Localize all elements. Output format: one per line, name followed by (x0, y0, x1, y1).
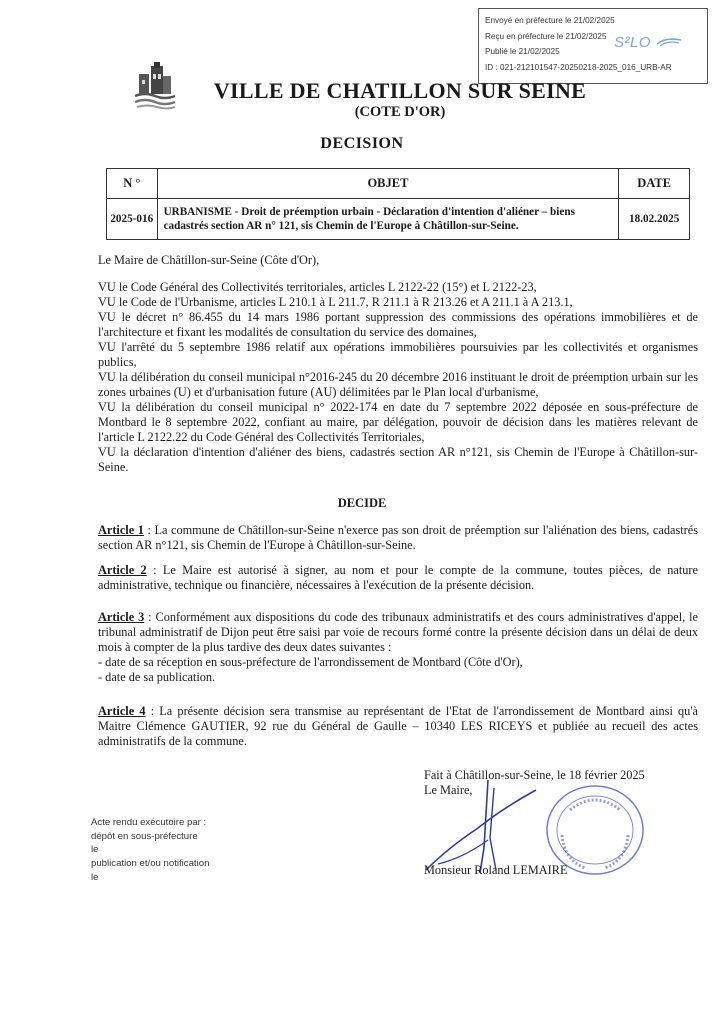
exec-note-line-5: le (91, 871, 99, 883)
exec-note-line-4: publication et/ou notification (91, 858, 210, 870)
town-name: VILLE DE CHATILLON SUR SEINE (213, 78, 587, 103)
slo-logo (614, 34, 682, 51)
stamp-id: ID : 021-212101547-20250218-2025_016_URB-AR (485, 62, 672, 72)
vu-clause-7: VU la déclaration d'intention d'aliéner des biens, cadastrés section AR n°121, sis Chemin de l'Europe à Châtillon-sur-Seine. (98, 445, 698, 474)
article-2-label: Article 2 (98, 563, 147, 577)
slo-swoosh-icon (656, 37, 682, 47)
executory-note (91, 816, 209, 885)
stamp-sent: Envoyé en préfecture le 21/02/2025 (485, 16, 615, 25)
slo-logo-text: S²LO (614, 34, 652, 51)
article-4 (98, 704, 698, 749)
article-1 (98, 523, 698, 553)
object-line-1: URBANISME - Droit de préemption urbain - Déclaration d'intention d'aliéner – biens (163, 206, 575, 218)
town-department: (COTE D'OR) (354, 104, 446, 120)
table-row (107, 199, 690, 240)
vu-clause-2: VU le Code de l'Urbanisme, articles L 210.1 à L 211.7, R 211.1 à R 213.26 et A 211.1 à A 213.1, (98, 295, 573, 309)
article-3-text: : Conformément aux dispositions du code des tribunaux administratifs et des cours administratives d'appel, le tribunal administratif de Dijon peut être saisi par voie de recours formé contre la présente décision dans un délai de deux mois à compter de la plus tardive des deux dates suivantes : (98, 610, 698, 654)
table-header-row (107, 169, 690, 199)
town-crest-icon (133, 60, 177, 110)
stamp-published: Publié le 21/02/2025 (485, 47, 560, 56)
vu-clause-5: VU la délibération du conseil municipal n°2016-245 du 20 décembre 2016 instituant le droit de préemption urbain sur les zones urbaines (U) et d'urbanisation future (AU) délimitées par le Plan local d'urbanisme, (98, 370, 698, 399)
exec-note-line-3: le (91, 844, 99, 856)
col-num-header: N ° (107, 169, 158, 199)
col-date-header: DATE (619, 169, 690, 199)
article-3 (98, 610, 698, 685)
decision-date: 18.02.2025 (619, 199, 690, 240)
exec-note-line-2: dépôt en sous-préfecture (91, 830, 198, 842)
exec-note-line-1: Acte rendu exécutoire par : (91, 817, 207, 828)
signature-place-date: Fait à Châtillon-sur-Seine, le 18 février 2025 (424, 768, 645, 782)
signature-role: Le Maire, (424, 783, 473, 797)
decide-heading: DECIDE (337, 496, 387, 510)
vu-clause-4: VU l'arrêté du 5 septembre 1986 relatif aux opérations immobilières poursuivies par les collectivités et organismes publics, (98, 340, 698, 369)
article-3-label: Article 3 (98, 610, 145, 624)
preamble-intro: Le Maire de Châtillon-sur-Seine (Côte d'Or), (98, 253, 320, 267)
article-1-text: : La commune de Châtillon-sur-Seine n'exerce pas son droit de préemption sur l'aliénation des biens, cadastrés section AR n°121, sis Chemin de l'Europe à Châtillon-sur-Seine. (98, 523, 698, 552)
vu-clause-3: VU le décret n° 86.455 du 14 mars 1986 portant suppression des commissions des opérations immobilières et de l'architecture et fixant les modalités de consultation du service des domaines, (98, 310, 698, 339)
decision-number: 2025-016 (107, 199, 158, 240)
article-4-text: : La présente décision sera transmise au représentant de l'Etat de l'arrondissement de Montbard ainsi qu'à Maitre Clémence GAUTIER, 92 rue du Général de Gaulle – 10340 LES RICEYS et publiée au recueil des actes administratifs de la commune. (98, 704, 699, 748)
vu-clause-1: VU le Code Général des Collectivités territoriales, articles L 2122-22 (15°) et L 2122-23, (98, 280, 537, 294)
article-4-label: Article 4 (98, 704, 146, 718)
col-object-header: OBJET (157, 169, 619, 199)
article-3-item-2: - date de sa publication. (98, 670, 216, 684)
signatory-name: Monsieur Roland LEMAIRE (424, 863, 568, 877)
article-2-text: : Le Maire est autorisé à signer, au nom et pour le compte de la commune, toutes pièces, de nature administrative, technique ou financière, nécessaires à l'exécution de la présente décision. (98, 563, 698, 592)
decision-table (106, 168, 690, 240)
article-2 (98, 563, 698, 593)
vu-clause-6: VU la délibération du conseil municipal n° 2022-174 en date du 7 septembre 2022 déposée en sous-préfecture de Montbard le 8 septembre 2022, confiant au maire, par délégation, pouvoir de décision dans les matières relevant de l'article L 2122.22 du Code Général des Collectivités Territoriales, (98, 400, 698, 444)
decision-title: DECISION (320, 135, 404, 152)
article-3-item-1: - date de sa réception en sous-préfecture de l'arrondissement de Montbard (Côte d'Or), (98, 655, 523, 669)
stamp-received: Reçu en préfecture le 21/02/2025 (485, 31, 607, 41)
object-line-2: cadastrés section AR n° 121, sis Chemin de l'Europe à Châtillon-sur-Seine. (163, 220, 519, 232)
decision-object (157, 199, 619, 240)
article-1-label: Article 1 (98, 523, 144, 537)
